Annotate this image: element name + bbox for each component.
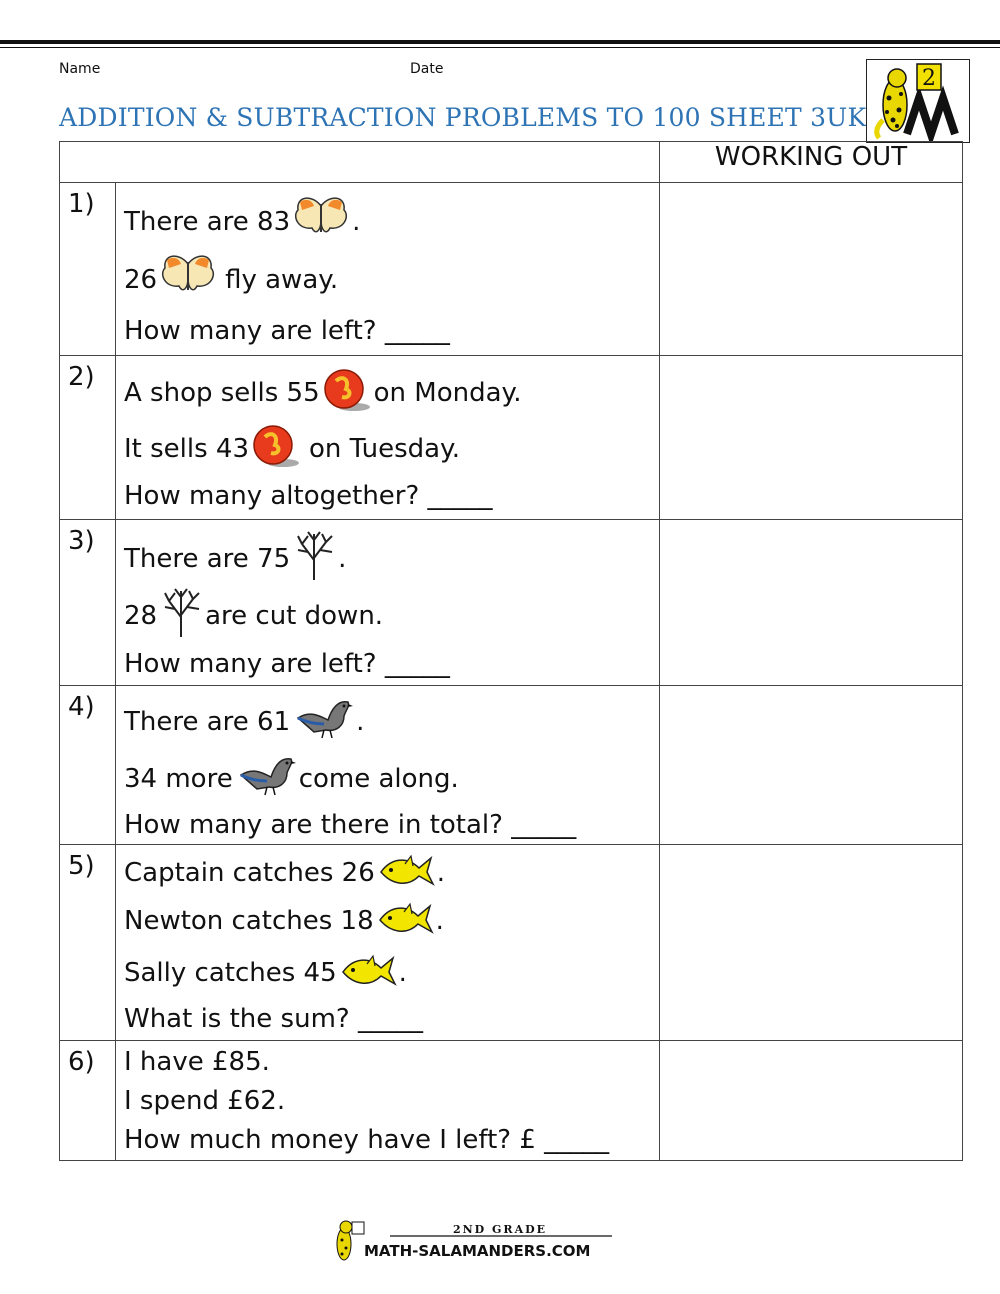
table-row <box>60 183 963 356</box>
line-text-after: on Monday. <box>373 378 522 408</box>
footer-logo <box>330 1218 630 1264</box>
peach-icon <box>251 423 301 476</box>
line-text: There are 83 <box>124 207 291 237</box>
line-text-after: on Tuesday. <box>309 434 461 464</box>
problem-text <box>116 1041 660 1161</box>
line-text: How many altogether? _____ <box>124 481 493 511</box>
line-text: 28 <box>124 601 158 631</box>
line-text: How many are left? _____ <box>124 649 450 679</box>
line-text: How many are there in total? _____ <box>124 810 577 840</box>
line-text: Sally catches 45 <box>124 958 337 988</box>
problem-number: 5) <box>60 845 116 1041</box>
footer-site: MATH-SALAMANDERS.COM <box>364 1242 591 1260</box>
line-text: Captain catches 26 <box>124 858 375 888</box>
date-label: Date <box>410 61 444 77</box>
header-empty-cell <box>60 142 660 183</box>
working-out-cell[interactable] <box>660 183 963 356</box>
problem-text <box>116 845 660 1041</box>
top-rule-thin <box>0 47 1000 48</box>
bird-icon <box>292 696 354 749</box>
working-out-header: WORKING OUT <box>660 142 963 183</box>
line-text: I spend £62. <box>124 1086 286 1116</box>
line-text: How many are left? _____ <box>124 316 450 346</box>
table-row <box>60 845 963 1041</box>
problem-text <box>116 183 660 356</box>
line-text-after: . <box>435 906 444 936</box>
line-text: What is the sum? _____ <box>124 1004 423 1034</box>
problem-number: 3) <box>60 520 116 686</box>
line-text: It sells 43 <box>124 434 250 464</box>
problem-text <box>116 520 660 686</box>
line-text-after: . <box>356 707 365 737</box>
fish-icon <box>377 850 435 897</box>
line-text-after: fly away. <box>225 265 339 295</box>
line-text: 34 more <box>124 764 233 794</box>
problem-number: 1) <box>60 183 116 356</box>
bird-icon <box>235 753 297 806</box>
line-text-after: come along. <box>298 764 459 794</box>
line-text: 26 <box>124 265 158 295</box>
line-text: There are 61 <box>124 707 291 737</box>
problem-number: 6) <box>60 1041 116 1161</box>
peach-icon <box>322 367 372 420</box>
logo-digit: 2 <box>922 66 936 91</box>
line-text: Newton catches 18 <box>124 906 374 936</box>
table-row <box>60 1041 963 1161</box>
problems-table <box>59 141 963 1161</box>
line-text-after: . <box>352 207 361 237</box>
problem-text <box>116 356 660 520</box>
problem-text <box>116 686 660 845</box>
fish-icon <box>376 898 434 945</box>
working-out-cell[interactable] <box>660 845 963 1041</box>
line-text: A shop sells 55 <box>124 378 320 408</box>
line-text: There are 75 <box>124 544 291 574</box>
working-out-cell[interactable] <box>660 686 963 845</box>
tree-icon <box>292 530 336 589</box>
fish-icon <box>339 950 397 997</box>
problem-number: 2) <box>60 356 116 520</box>
footer-grade: 2ND GRADE <box>452 1223 548 1236</box>
name-label: Name <box>59 61 101 77</box>
worksheet-title: ADDITION & SUBTRACTION PROBLEMS TO 100 SHEET 3UK <box>59 103 867 132</box>
line-text-after: . <box>398 958 407 988</box>
line-text-after: are cut down. <box>205 601 384 631</box>
table-header-row <box>60 142 963 183</box>
tree-icon <box>159 587 203 646</box>
problem-number: 4) <box>60 686 116 845</box>
working-out-cell[interactable] <box>660 356 963 520</box>
working-out-cell[interactable] <box>660 520 963 686</box>
working-out-cell[interactable] <box>660 1041 963 1161</box>
line-text-after: . <box>338 544 347 574</box>
butterfly-icon <box>159 254 217 307</box>
table-row <box>60 520 963 686</box>
butterfly-icon <box>292 196 350 249</box>
line-text-after: . <box>436 858 446 888</box>
table-row <box>60 686 963 845</box>
line-text: I have £85. <box>124 1047 270 1077</box>
table-row <box>60 356 963 520</box>
line-text: How much money have I left? £ _____ <box>124 1125 610 1155</box>
salamander-logo <box>866 59 970 143</box>
top-rule <box>0 40 1000 44</box>
